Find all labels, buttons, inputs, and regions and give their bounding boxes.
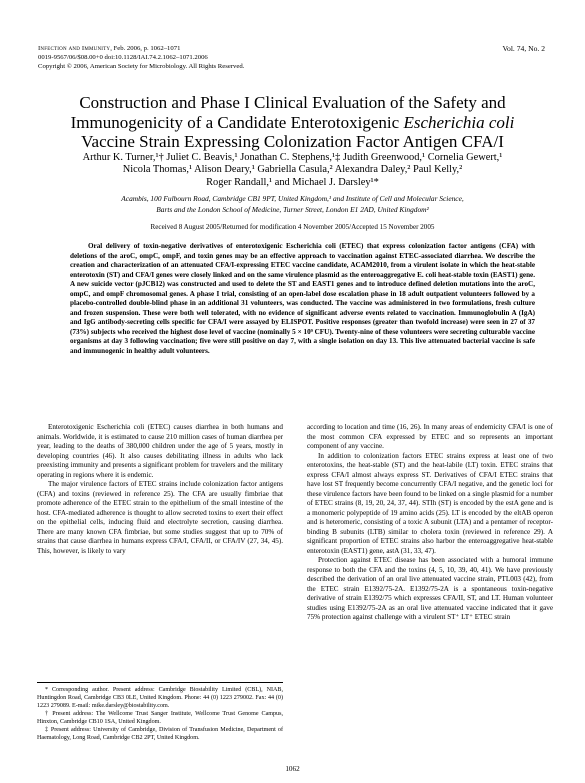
received-dates: Received 8 August 2005/Returned for modification 4 November 2005/Accepted 15 November 2005 (150, 223, 435, 231)
body-paragraph: The major virulence factors of ETEC strains include colonization factor antigens (CFA) and toxins (reviewed in reference 25). The CFA are usually fimbriae that promote adherence of the ETEC strain to the epithelium of the small intestine of the host. CFA-mediated adherence is thought to allow secreted toxins to exert their effect on the epithelial cells, inducing fluid and electrolyte secretion, causing diarrhea. There are many known CFA fimbriae, but some studies suggest that up to 70% of strains that cause diarrhea in humans express CFA/I, CFA/II, or CFA/IV (27, 34, 45). This, however, is likely to vary (37, 480, 283, 555)
affiliation-line: Acambis, 100 Fulbourn Road, Cambridge CB1 9PT, United Kingdom,¹ and Institute of Cell and Molecular Science, (121, 194, 464, 203)
footnote-present-address: ‡ Present address: University of Cambridge, Division of Transfusion Medicine, Department of Haematology, Long Road, Cambridge CB2 2PT, United Kingdom. (37, 727, 283, 741)
abstract: Oral delivery of toxin-negative derivatives of enterotoxigenic Escherichia coli (ETEC) that express colonization factor antigens (CFA) with deletions of the aroC, ompC, ompF, and toxin genes may be an effective approach to vaccination against ETEC-associated diarrhea. We describe the creation and characterization of an attenuated CFA/I-expressing ETEC vaccine candidate, ACAM2010, from a virulent isolate in which the heat-stable enterotoxin (ST) and CFA/I genes were closely linked and on the same virulence plasmid as the enteroaggregative E. coli heat-stable toxin (EAST1) gene. A new suicide vector (pJCB12) was constructed and used to delete the ST and EAST1 genes and to introduce defined deletion mutations into the aroC, ompC, and ompF chromosomal genes. A phase I trial, consisting of an open-label dose escalation phase in 18 adult outpatient volunteers followed by a placebo-controlled double-blind phase in an additional 31 volunteers, was conducted. The vaccine was administered in two formulations, fresh culture and frozen suspension. These were both well tolerated, with no evidence of significant adverse events related to vaccination. Immunoglobulin A (IgA) and IgG antibody-secreting cells specific for CFA/I were assayed by ELISPOT. Positive responses (greater than twofold increase) were seen in 27 of 37 (73%) subjects who received the highest dose level of vaccine (nominally 5 × 10⁹ CFU). Twenty-nine of these volunteers were secreting culturable vaccine organisms at day 3 following vaccination; five were still positive on day 7, with a single isolation on day 13. This live attenuated bacterial vaccine is safe and immunogenic in healthy adult volunteers. (70, 242, 535, 355)
copyright-line: Copyright © 2006, American Society for Microbiology. All Rights Reserved. (38, 63, 245, 70)
author-list (26, 152, 559, 189)
page-number: 1062 (285, 765, 300, 773)
body-paragraph: Enterotoxigenic Escherichia coli (ETEC) causes diarrhea in both humans and animals. Worldwide, it is estimated to cause 210 million cases of human diarrhea per year, leading to the deaths of 380,000 children under the age of 5 years, mostly in developing countries (46). It also causes debilitating illness in adults who lack preexisting immunity and presents a significant problem for travelers and the military operating in regions where it is endemic. (37, 423, 283, 479)
body-column-left (37, 423, 283, 556)
title-line: Vaccine Strain Expressing Colonization Factor Antigen CFA/I (81, 132, 504, 151)
author-line: Nicola Thomas,¹ Alison Deary,¹ Gabriella Casula,² Alexandra Daley,² Paul Kelly,² (122, 164, 463, 176)
footnote-corresponding-author: * Corresponding author. Present address: Cambridge Biostability Limited (CBL), NIAB, Huntingdon Road, Cambridge CB3 0LE, United Kingdom. Phone: 44 (0) 1223 279002. Fax: 44 (0) 1223 279089. E-mail: mike.darsley@biostability.com. (37, 687, 283, 709)
title-line: Construction and Phase I Clinical Evaluation of the Safety and (79, 93, 506, 112)
volume-number: Vol. 74, No. 2 (502, 44, 545, 53)
running-header (38, 44, 244, 71)
doi-line: 0019-9567/06/$08.00+0 doi:10.1128/IAI.74.2.1062–1071.2006 (38, 54, 208, 61)
article-title (20, 93, 565, 152)
author-line: Roger Randall,¹ and Michael J. Darsley¹* (206, 176, 379, 188)
body-column-right (307, 423, 553, 623)
journal-name: Infection and Immunity (38, 45, 111, 52)
author-line: Arthur K. Turner,¹† Juliet C. Beavis,¹ Jonathan C. Stephens,¹‡ Judith Greenwood,¹ Cornelia Gewert,¹ (82, 152, 503, 163)
title-line: Immunogenicity of a Candidate Enterotoxigenic Escherichia coli (70, 112, 515, 132)
body-paragraph: In addition to colonization factors ETEC strains express at least one of two enterotoxins, the heat-stable (ST) and the heat-labile (LT) toxin. ETEC strains that express CFA/I almost always express ST. Derivatives of CFA/I ETEC strains that have lost ST frequently become concurrently CFA/I negative, and the genetic loci for these virulence factors have been found to be linked on a single plasmid for a number of ETEC strains (8, 19, 20, 24, 37, 44). STIh (ST) is encoded by the estA gene and is a monomeric polypeptide of 19 amino acids (25). LT is encoded by the eltAB operon and is heteromeric, consisting of a toxic A subunit (LTA) and a pentamer of receptor-binding B subunits (LTB) similar to cholera toxin (reviewed in reference 29). A significant proportion of ETEC strains also harbor the enteroaggregative heat-stable enterotoxin (EAST1) gene, astA (31, 33, 47). (307, 451, 553, 555)
footnotes (37, 682, 283, 742)
journal-citation: , Feb. 2006, p. 1062–1071 (110, 45, 181, 52)
footnote-present-address: † Present address: The Wellcome Trust Sanger Institute, Wellcome Trust Genome Campus, Hinxton, Cambridge CB10 1SA, United Kingdom. (37, 711, 283, 725)
affiliations (40, 194, 545, 216)
affiliation-line: Barts and the London School of Medicine, Turner Street, London E1 2AD, United Kingdom² (156, 204, 429, 214)
body-paragraph: Protection against ETEC disease has been associated with a humoral immune response to both the CFA and the toxins (4, 5, 10, 39, 40, 41). We have previously described the derivation of an oral live attenuated vaccine strain, PTL003 (42), from the ETEC strain E1392/75-2A. E1392/75-2A is a spontaneous toxin-negative derivative of strain E1392/75 which expresses CFA/II, ST, and LT. Human volunteer studies using E1392/75-2A as an oral live attenuated vaccine indicated that it gave 75% protection against challenge with a virulent ST⁺ LT⁺ ETEC strain (307, 556, 553, 622)
body-paragraph: according to location and time (16, 26). In many areas of endemicity CFA/I is one of the most common CFA expressed by ETEC and so represents an important component of any vaccine. (307, 423, 553, 451)
